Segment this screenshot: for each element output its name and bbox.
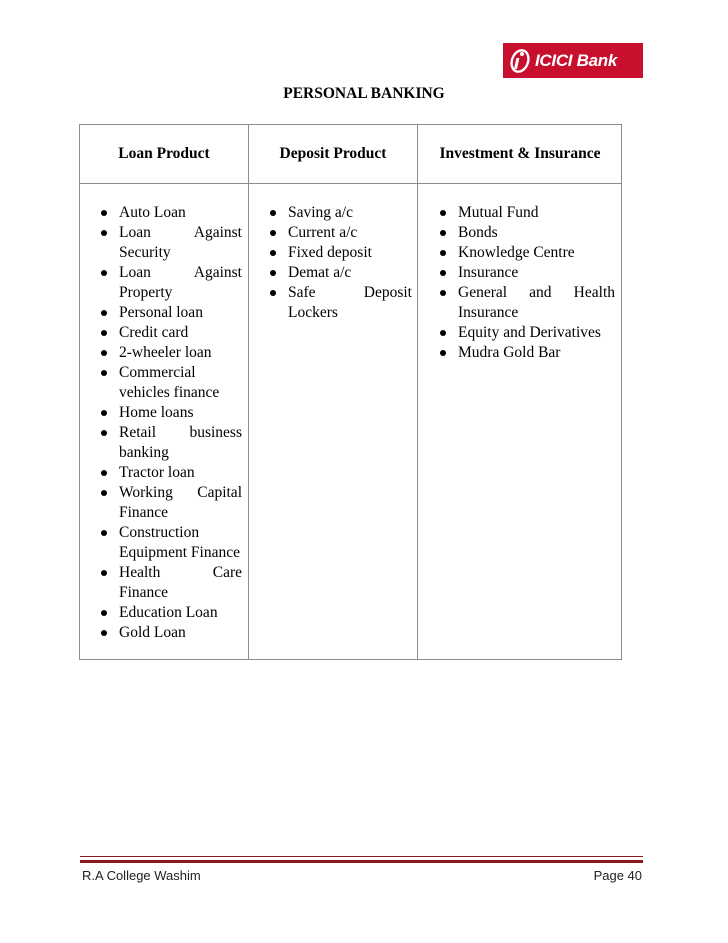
list-item: Current a/c [260,223,412,243]
list-item: Insurance [430,263,615,283]
column-divider [248,125,249,659]
list-item: Saving a/c [260,203,412,223]
list-item: Safe Deposit Lockers [260,283,412,323]
header-divider [80,183,621,184]
list-item: Auto Loan [91,203,242,223]
loan-product-column [91,203,242,643]
list-item: Bonds [430,223,615,243]
logo-text: ICICI Bank [535,50,618,70]
footer-rule [80,856,643,857]
investment-insurance-column [430,203,615,363]
list-item: Fixed deposit [260,243,412,263]
header-investment-insurance: Investment & Insurance [439,145,601,162]
list-item: Equity and Derivatives [430,323,615,343]
page-number: Page 40 [593,868,642,883]
list-item: Health Care Finance [91,563,242,603]
list-item: Construction Equipment Finance [91,523,242,563]
list-item: Demat a/c [260,263,412,283]
list-item: Tractor loan [91,463,242,483]
page-title: PERSONAL BANKING [283,85,445,102]
icici-emblem-icon [509,48,531,74]
header-deposit-product: Deposit Product [279,145,387,162]
list-item: Personal loan [91,303,242,323]
list-item: Education Loan [91,603,242,623]
products-table [79,124,622,660]
icici-bank-logo [503,43,643,78]
deposit-product-list [260,203,412,323]
list-item: Retail business banking [91,423,242,463]
list-item: Credit card [91,323,242,343]
footer-college-name: R.A College Washim [82,868,201,883]
list-item: General and Health Insurance [430,283,615,323]
list-item: Commercial vehicles finance [91,363,242,403]
column-divider [417,125,418,659]
list-item: Mutual Fund [430,203,615,223]
list-item: Knowledge Centre [430,243,615,263]
page-footer [82,868,642,883]
list-item: Gold Loan [91,623,242,643]
list-item: Working Capital Finance [91,483,242,523]
list-item: Mudra Gold Bar [430,343,615,363]
footer-rule [80,860,643,863]
list-item: Loan Against Security [91,223,242,263]
header-loan-product: Loan Product [118,145,210,162]
investment-insurance-list [430,203,615,363]
list-item: Loan Against Property [91,263,242,303]
deposit-product-column [260,203,412,323]
list-item: Home loans [91,403,242,423]
list-item: 2-wheeler loan [91,343,242,363]
loan-product-list [91,203,242,643]
